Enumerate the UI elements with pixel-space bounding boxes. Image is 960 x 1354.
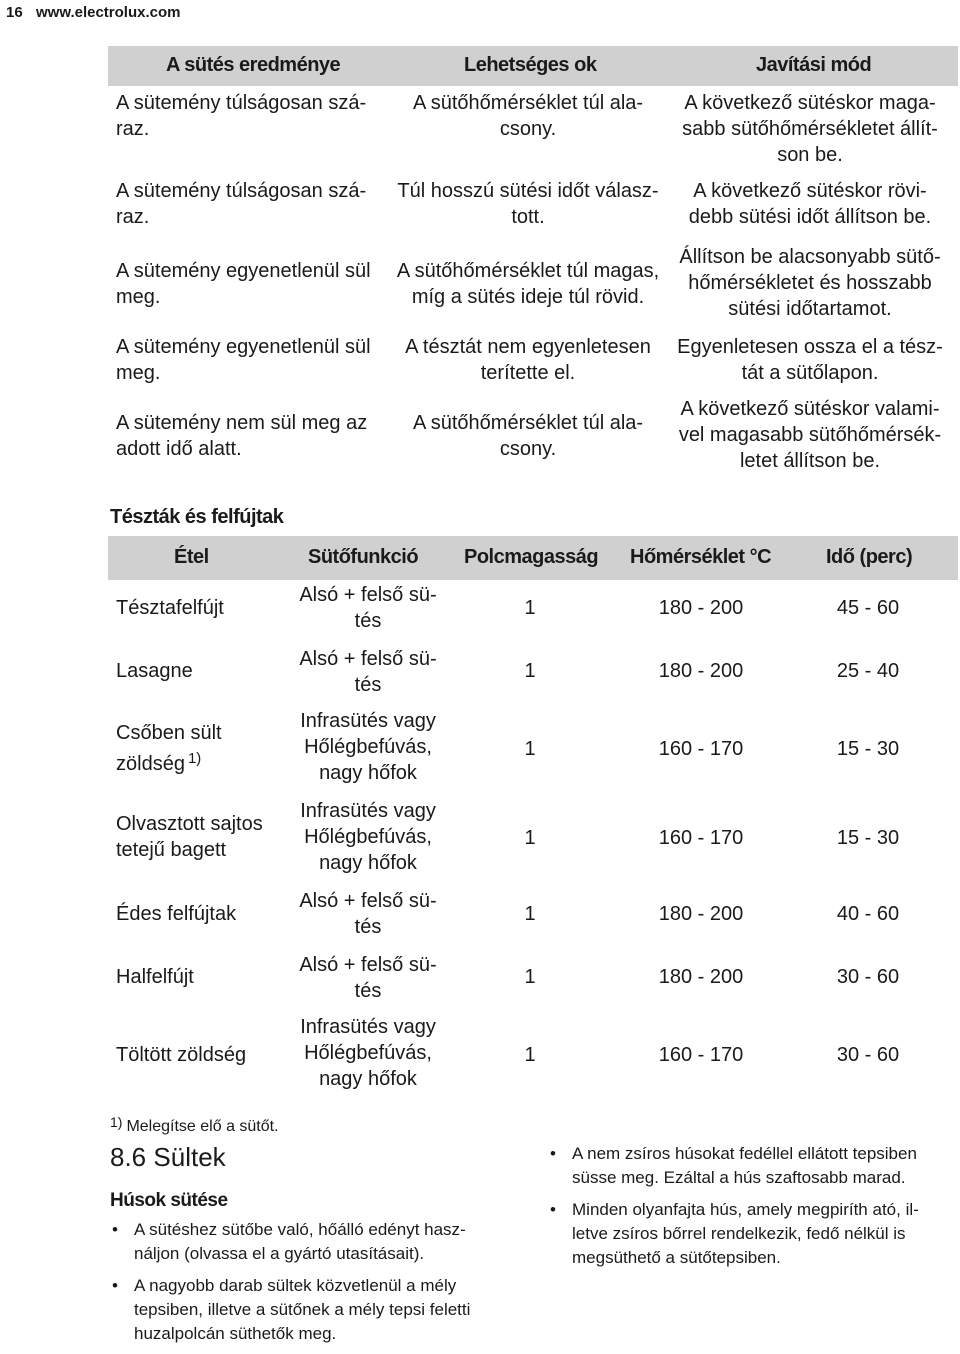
fix-cell: Egyenletesen ossza el a tész- tát a sütőlapon.	[677, 336, 943, 384]
bullet-icon: •	[550, 1200, 556, 1219]
bullet-list-right	[548, 1142, 958, 1278]
time-cell: 40 - 60	[836, 903, 900, 925]
section-heading	[110, 1142, 226, 1173]
footnote-marker: 1)	[187, 750, 202, 767]
result-cell: A sütemény egyenetlenül sül meg.	[116, 336, 371, 384]
function-cell: Alsó + felső sü- tés	[299, 954, 437, 1002]
time-cell: 25 - 40	[836, 660, 900, 682]
bullet-text: Minden olyanfajta hús, amely megpiríth ató, il- letve zsíros bőrrel rendelkezik, fedő nélkül is megsüthető a sütőtepsiben.	[572, 1200, 919, 1267]
shelf-cell: 1	[524, 597, 536, 619]
fix-cell: A következő sütéskor valami- vel magasabb sütőhőmérsék- letet állítson be.	[678, 398, 942, 472]
function-cell: Infrasütés vagy Hőlégbefúvás, nagy hőfok	[300, 710, 436, 784]
cause-cell: A tésztát nem egyenletesen terítette el.	[405, 336, 651, 384]
shelf-cell: 1	[524, 660, 536, 682]
header-result: A sütés eredménye	[166, 54, 341, 76]
baking-table-header	[108, 536, 958, 580]
time-cell: 15 - 30	[836, 827, 900, 849]
bullet-icon: •	[550, 1144, 556, 1163]
result-cell: A sütemény túlságosan szá- raz.	[116, 180, 367, 228]
header-temperature: Hőmérséklet °C	[630, 546, 772, 568]
fix-cell: A következő sütéskor rövi- debb sütési időt állítson be.	[688, 180, 932, 228]
time-cell: 45 - 60	[836, 597, 900, 619]
shelf-cell: 1	[524, 966, 536, 988]
food-name: Csőben sült zöldség	[116, 722, 222, 775]
food-cell: Édes felfújtak	[116, 903, 237, 925]
header-fix: Javítási mód	[756, 54, 872, 76]
shelf-cell: 1	[524, 903, 536, 925]
temperature-cell: 160 - 170	[658, 1044, 744, 1066]
bullet-text: A sütéshez sütőbe való, hőálló edényt hasz- náljon (olvassa el a gyártó utasításait).	[134, 1220, 466, 1263]
food-cell: Olvasztott sajtos tetejű bagett	[116, 813, 263, 861]
bullet-text: A nagyobb darab sültek közvetlenül a mély tepsiben, illetve a sütőnek a mély tepsi feletti huzalpolcán süthetők meg.	[134, 1276, 471, 1343]
function-cell: Infrasütés vagy Hőlégbefúvás, nagy hőfok	[300, 800, 436, 874]
list-item	[548, 1142, 958, 1190]
page-number: 16	[6, 4, 23, 21]
temperature-cell: 180 - 200	[658, 903, 744, 925]
footnote-marker: 1)	[110, 1114, 123, 1130]
subsection-heading: Húsok sütése	[110, 1190, 228, 1211]
header-time: Idő (perc)	[826, 546, 913, 568]
list-item	[110, 1274, 520, 1346]
result-cell: A sütemény egyenetlenül sül meg.	[116, 260, 371, 308]
list-item	[110, 1218, 520, 1266]
function-cell: Infrasütés vagy Hőlégbefúvás, nagy hőfok	[300, 1016, 436, 1090]
function-cell: Alsó + felső sü- tés	[299, 890, 437, 938]
result-cell: A sütemény túlságosan szá- raz.	[116, 92, 367, 140]
time-cell: 30 - 60	[836, 1044, 900, 1066]
bullet-icon: •	[112, 1276, 118, 1295]
fix-cell: A következő sütéskor maga- sabb sütőhőmérsékletet állít- son be.	[682, 92, 938, 166]
bullet-list-left	[110, 1218, 520, 1354]
food-cell: Halfelfújt	[116, 966, 194, 988]
food-cell	[116, 720, 276, 777]
section-number: 8.6	[110, 1142, 147, 1172]
shelf-cell: 1	[524, 827, 536, 849]
cause-cell: Túl hosszú sütési időt válasz- tott.	[397, 180, 659, 228]
bullet-text: A nem zsíros húsokat fedéllel ellátott tepsiben süsse meg. Ezáltal a hús szaftosabb marad.	[572, 1144, 917, 1187]
fix-cell: Állítson be alacsonyabb sütő- hőmérsékletet és hosszabb sütési időtartamot.	[679, 246, 941, 320]
header-food: Étel	[174, 546, 209, 568]
result-cell: A sütemény nem sül meg az adott idő alatt.	[116, 412, 368, 460]
temperature-cell: 180 - 200	[658, 966, 744, 988]
temperature-cell: 160 - 170	[658, 738, 744, 760]
food-cell: Tésztafelfújt	[116, 597, 224, 619]
cause-cell: A sütőhőmérséklet túl ala- csony.	[412, 412, 644, 460]
header-function: Sütőfunkció	[308, 546, 419, 568]
header-shelf: Polcmagasság	[464, 546, 599, 568]
temperature-cell: 180 - 200	[658, 660, 744, 682]
troubleshooting-table-header	[108, 46, 958, 86]
temperature-cell: 160 - 170	[658, 827, 744, 849]
time-cell: 30 - 60	[836, 966, 900, 988]
list-item	[548, 1198, 958, 1270]
bullet-icon: •	[112, 1220, 118, 1239]
food-cell: Lasagne	[116, 660, 193, 682]
footnote	[110, 1114, 279, 1136]
time-cell: 15 - 30	[836, 738, 900, 760]
section-title: Tészták és felfújtak	[110, 506, 284, 528]
section-title-text: Sültek	[153, 1142, 226, 1172]
website-url: www.electrolux.com	[36, 4, 181, 21]
function-cell: Alsó + felső sü- tés	[299, 648, 437, 696]
shelf-cell: 1	[524, 738, 536, 760]
temperature-cell: 180 - 200	[658, 597, 744, 619]
shelf-cell: 1	[524, 1044, 536, 1066]
cause-cell: A sütőhőmérséklet túl ala- csony.	[412, 92, 644, 140]
function-cell: Alsó + felső sü- tés	[299, 584, 437, 632]
food-cell: Töltött zöldség	[116, 1044, 247, 1066]
footnote-text: Melegítse elő a sütőt.	[126, 1118, 279, 1135]
cause-cell: A sütőhőmérséklet túl magas, míg a sütés ideje túl rövid.	[396, 260, 660, 308]
header-cause: Lehetséges ok	[464, 54, 597, 76]
